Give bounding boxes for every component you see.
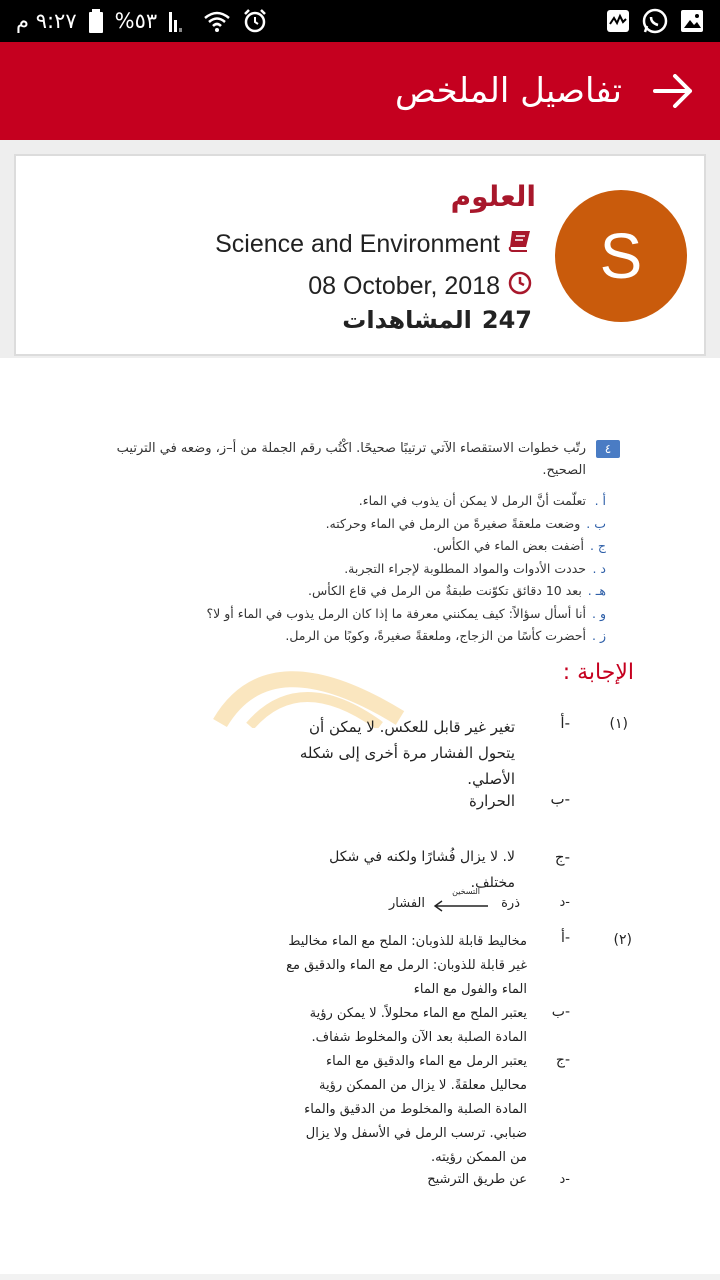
answer-letter: د- [559, 895, 570, 910]
list-item [126, 580, 606, 603]
list-item [126, 558, 606, 581]
answer-text: مخاليط قابلة للذوبان: الملح مع الماء مخاليط غير قابلة للذوبان: الرمل مع الماء والدقيق مع الماء والفول مع الماء [286, 934, 527, 997]
question-text: رتّب خطوات الاستقصاء الآتي ترتيبًا صحيحًا. اكْتُب رقم الجملة من أ–ز، وضعه في الترتيب الصحيح. [116, 441, 586, 478]
item-text: أنا أسأل سؤالاً: كيف يمكنني معرفة ما إذا كان الرمل يذوب في الماء أو لا؟ [206, 605, 586, 621]
bottom-divider [0, 1274, 720, 1280]
reaction-arrow-icon [432, 900, 490, 912]
answer-letter: ب- [550, 790, 570, 808]
reaction-equation [280, 888, 520, 922]
summary-card [14, 154, 706, 356]
answer-text: الحرارة [469, 792, 515, 810]
answer-heading: الإجابة : [562, 660, 634, 685]
arrow-condition-text: التسخين [452, 887, 480, 896]
avatar: S [555, 190, 687, 322]
back-button[interactable] [650, 68, 696, 114]
answer-letter: ج- [555, 1052, 570, 1068]
views-row [342, 306, 532, 334]
question-items [126, 490, 606, 648]
signal-icon [169, 10, 191, 32]
status-bar-right [606, 8, 704, 34]
answer-letter: أ- [561, 930, 570, 946]
answer-text: يعتبر الرمل مع الماء والدقيق مع الماء محاليل معلقةً. لا يزال من الممكن رؤية المادة الصلبة والمخلوط من الدقيق والماء ضبابي. ترسب الرمل في الأسفل ولا يزال من الممكن رؤيته. [304, 1054, 527, 1165]
item-text: بعد 10 دقائق تكوّنت طبقةٌ من الرمل في قاع الكأس. [308, 583, 582, 598]
page-title: تفاصيل الملخص [394, 71, 622, 111]
list-item [126, 535, 606, 558]
alarm-icon [243, 9, 267, 33]
date-row [308, 271, 532, 302]
app-bar [0, 42, 720, 140]
answer-letter: أ- [560, 714, 570, 732]
answer-letter: د- [559, 1172, 570, 1187]
battery-icon [89, 9, 103, 33]
item-text: أضفت بعض الماء في الكأس. [432, 538, 584, 553]
item-letter: ب . [586, 515, 606, 531]
list-item [126, 490, 606, 513]
subject-title: العلوم [450, 180, 536, 213]
subject-row [215, 230, 532, 259]
summary-document [0, 358, 720, 1274]
item-letter: هـ . [587, 583, 606, 598]
activity-icon [606, 9, 630, 33]
status-bar [0, 0, 720, 42]
list-item [126, 603, 606, 626]
answer-text: عن طريق الترشيح [427, 1172, 527, 1187]
answer-letter: ج- [554, 848, 570, 866]
answer-number: (٢) [613, 932, 632, 948]
item-text: وضعت ملعقةً صغيرةً من الرمل في الماء وحركته. [325, 515, 581, 531]
subject-name: Science and Environment [215, 230, 500, 258]
reactant-text: ذرة [501, 896, 520, 911]
book-icon [508, 230, 532, 259]
whatsapp-icon [642, 8, 668, 34]
answer-text: يعتبر الملح مع الماء محلولاً. لا يمكن رؤية المادة الصلبة بعد الآن والمخلوط شفاف. [309, 1006, 527, 1045]
item-letter: أ . [594, 493, 606, 508]
item-letter: ز . [592, 628, 606, 643]
battery-percent: %٥٣ [114, 9, 158, 33]
item-letter: و . [592, 605, 606, 621]
wifi-icon [203, 10, 231, 32]
question-number: ٤ [596, 440, 620, 458]
status-bar-left [16, 9, 267, 33]
answer-letter: ب- [551, 1004, 570, 1020]
views-label: المشاهدات [342, 306, 472, 334]
clock-icon [508, 271, 532, 302]
item-letter: ج . [589, 538, 606, 553]
product-text: الفشار [389, 896, 425, 911]
answer-text: لا. لا يزال فُشارًا ولكنه في شكل مختلف. [329, 849, 515, 891]
list-item [126, 625, 606, 648]
item-text: أحضرت كأسًا من الزجاج، وملعقةً صغيرةً، وكوبًا من الرمل. [285, 628, 586, 643]
item-text: حددت الأدوات والمواد المطلوبة لإجراء التجربة. [344, 560, 586, 576]
answer-text: تغير غير قابل للعكس. لا يمكن أن يتحول الفشار مرة أخرى إلى شكله الأصلي. [299, 718, 515, 788]
clock-time: ٩:٢٧ م [16, 9, 77, 33]
views-count: 247 [481, 306, 532, 334]
answer-number: (١) [609, 716, 628, 732]
question-block [100, 438, 620, 642]
publish-date: 08 October, 2018 [308, 272, 500, 300]
list-item [126, 513, 606, 536]
gallery-icon [680, 9, 704, 33]
item-letter: د . [592, 560, 606, 576]
arrow-right-icon [653, 74, 693, 108]
item-text: تعلّمت أنَّ الرمل لا يمكن أن يذوب في الماء. [358, 493, 586, 508]
